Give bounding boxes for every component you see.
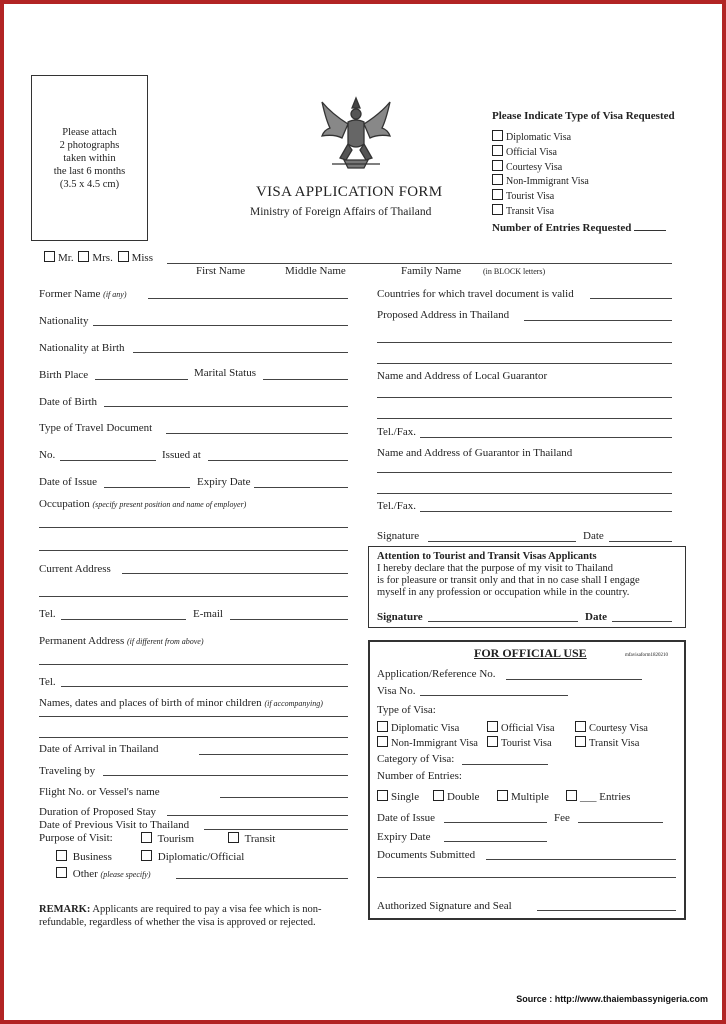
permanent-address-row: [39, 635, 203, 647]
date-label: Date: [583, 530, 604, 542]
official-type-tourist-label: Tourist Visa: [501, 738, 552, 749]
occupation-note: (specify present position and name of employer): [92, 500, 247, 509]
authorized-field[interactable]: [537, 910, 676, 911]
miss-label: Miss: [131, 252, 153, 264]
purpose-other-field[interactable]: [176, 878, 348, 879]
travel-doc-field[interactable]: [166, 433, 348, 434]
countries-field[interactable]: [590, 298, 672, 299]
purpose-other-note: (please specify): [100, 870, 151, 879]
proposed-address-field-1[interactable]: [524, 320, 672, 321]
category-label: Category of Visa:: [377, 753, 455, 765]
dob-field[interactable]: [104, 406, 348, 407]
permanent-address-field[interactable]: [39, 664, 348, 665]
attention-signature-field[interactable]: [428, 621, 578, 622]
doc-no-field[interactable]: [60, 460, 156, 461]
official-use-heading: FOR OFFICIAL USE: [474, 646, 587, 660]
form-title: VISA APPLICATION FORM: [256, 184, 443, 200]
official-expiry-label: Expiry Date: [377, 831, 431, 843]
fee-field[interactable]: [578, 822, 663, 823]
purpose-diplomatic[interactable]: [141, 850, 244, 863]
duration-field[interactable]: [167, 815, 348, 816]
mrs-label: Mrs.: [92, 252, 113, 264]
children-label: Names, dates and places of birth of minor children: [39, 697, 262, 709]
remark-text: Applicants are required to pay a visa fee which is non-: [92, 904, 322, 915]
nationality-birth-field[interactable]: [133, 352, 348, 353]
flight-label: Flight No. or Vessel's name: [39, 786, 160, 798]
garuda-emblem-icon: [318, 94, 394, 172]
purpose-transit[interactable]: [228, 832, 275, 845]
official-date-issue-label: Date of Issue: [377, 812, 436, 824]
telfax-label: Tel./Fax.: [377, 426, 416, 438]
visa-option[interactable]: [492, 145, 589, 160]
issued-at-label: Issued at: [162, 449, 201, 461]
guarantor-thailand-field-1[interactable]: [377, 472, 672, 473]
current-address-label: Current Address: [39, 563, 111, 575]
attention-heading: Attention to Tourist and Transit Visas Applicants: [377, 551, 597, 562]
local-guarantor-label: Name and Address of Local Guarantor: [377, 370, 548, 382]
visa-option[interactable]: [492, 130, 589, 145]
dob-label: Date of Birth: [39, 396, 98, 408]
title-options: [44, 251, 153, 264]
duration-label: Duration of Proposed Stay: [39, 806, 157, 818]
official-type-label: Type of Visa:: [377, 704, 436, 716]
miss-checkbox[interactable]: [118, 251, 129, 262]
visa-option[interactable]: [492, 189, 589, 204]
arrival-label: Date of Arrival in Thailand: [39, 743, 159, 755]
attention-date-label: Date: [585, 611, 607, 623]
marital-status-field[interactable]: [263, 379, 348, 380]
attention-line-3: myself in any profession or occupation while in the country.: [377, 587, 630, 599]
visa-option-label: Official Visa: [506, 146, 557, 158]
fee-label: Fee: [554, 812, 570, 824]
entries-requested-label: Number of Entries Requested: [492, 222, 632, 234]
signature-field[interactable]: [428, 541, 576, 542]
traveling-by-label: Traveling by: [39, 765, 96, 777]
app-ref-field[interactable]: [506, 679, 642, 680]
flight-field[interactable]: [220, 797, 348, 798]
attention-line-1: I hereby declare that the purpose of my visit to Thailand: [377, 563, 613, 574]
local-guarantor-field-2[interactable]: [377, 418, 672, 419]
purpose-other[interactable]: [56, 867, 151, 880]
attention-line-2: is for pleasure or transit only and that in no case shall I engage: [377, 575, 640, 587]
travel-doc-label: Type of Travel Document: [39, 422, 153, 434]
tel2-label: Tel.: [39, 676, 56, 688]
attention-signature-label: Signature: [377, 611, 423, 623]
documents-field-1[interactable]: [486, 859, 676, 860]
entries-custom-label: ___ Entries: [580, 791, 631, 803]
email-field[interactable]: [230, 619, 348, 620]
doc-no-label: No.: [39, 449, 56, 461]
official-type-nonimmigrant[interactable]: [377, 736, 478, 749]
proposed-address-field-2[interactable]: [377, 342, 672, 343]
purpose-tourism-label: Tourism: [157, 833, 195, 845]
entries-double[interactable]: [433, 790, 479, 803]
permanent-address-note: (if different from above): [126, 637, 204, 646]
children-row: [39, 697, 323, 709]
visa-option-label: Courtesy Visa: [506, 161, 563, 173]
entries-multiple-label: Multiple: [511, 791, 549, 803]
date-issue-field[interactable]: [104, 487, 190, 488]
occupation-row: [39, 498, 246, 510]
former-name-label: Former Name: [39, 288, 101, 300]
remark-label: REMARK:: [39, 904, 91, 915]
former-name-row: [39, 288, 126, 300]
authorized-label: Authorized Signature and Seal: [377, 900, 512, 912]
prev-visit-label: Date of Previous Visit to Thailand: [39, 819, 190, 831]
entries-requested: [492, 221, 666, 234]
purpose-business-label: Business: [72, 851, 112, 863]
official-type-transit-label: Transit Visa: [589, 738, 640, 749]
entries-requested-field[interactable]: [634, 221, 666, 231]
tel-field[interactable]: [61, 619, 186, 620]
telfax-field[interactable]: [420, 437, 672, 438]
birth-place-field[interactable]: [95, 379, 188, 380]
occupation-field-2[interactable]: [39, 550, 348, 551]
visa-option-label: Non-Immigrant Visa: [506, 176, 589, 188]
remark-text-2: refundable, regardless of whether the visa is approved or rejected.: [39, 917, 316, 928]
children-field-2[interactable]: [39, 737, 348, 738]
email-label: E-mail: [193, 608, 223, 620]
telfax2-field[interactable]: [420, 511, 672, 512]
tel-label: Tel.: [39, 608, 56, 620]
official-type-courtesy-label: Courtesy Visa: [589, 723, 648, 734]
official-type-official-label: Official Visa: [501, 723, 555, 734]
purpose-transit-label: Transit: [244, 833, 276, 845]
visa-option[interactable]: [492, 204, 589, 219]
children-field-1[interactable]: [39, 716, 348, 717]
official-type-courtesy[interactable]: [575, 721, 648, 734]
permanent-address-label: Permanent Address: [39, 635, 125, 647]
purpose-other-label: Other: [72, 868, 98, 880]
purpose-diplomatic-label: Diplomatic/Official: [157, 851, 245, 863]
family-name-label: Family Name: [401, 265, 462, 277]
name-field[interactable]: [167, 263, 672, 264]
nationality-birth-label: Nationality at Birth: [39, 342, 125, 354]
arrival-field[interactable]: [199, 754, 348, 755]
first-name-label: First Name: [196, 265, 246, 277]
prev-visit-field[interactable]: [204, 829, 348, 830]
documents-field-2[interactable]: [377, 877, 676, 878]
telfax2-label: Tel./Fax.: [377, 500, 416, 512]
tel2-field[interactable]: [61, 686, 348, 687]
remark: [39, 903, 322, 929]
current-address-field-2[interactable]: [39, 596, 348, 597]
occupation-label: Occupation: [39, 498, 90, 510]
guarantor-thailand-field-2[interactable]: [377, 493, 672, 494]
proposed-address-label: Proposed Address in Thailand: [377, 309, 510, 321]
visa-no-label: Visa No.: [377, 685, 416, 697]
photo-box-text: Please attach 2 photographs taken within the last 6 months (3.5 x 4.5 cm): [53, 126, 126, 190]
mrs-checkbox[interactable]: [78, 251, 89, 262]
visa-option-label: Transit Visa: [506, 205, 555, 217]
block-note: (in BLOCK letters): [483, 267, 546, 276]
attention-text: [377, 563, 640, 600]
official-entries-label: Number of Entries:: [377, 770, 462, 782]
app-ref-label: Application/Reference No.: [377, 668, 496, 680]
visa-option[interactable]: [492, 160, 589, 175]
documents-label: Documents Submitted: [377, 849, 476, 861]
proposed-address-field-3[interactable]: [377, 363, 672, 364]
date-issue-label: Date of Issue: [39, 476, 98, 488]
form-subtitle: Ministry of Foreign Affairs of Thailand: [250, 206, 432, 218]
purpose-label: Purpose of Visit:: [39, 832, 113, 844]
countries-label: Countries for which travel document is valid: [377, 288, 574, 300]
official-date-issue-field[interactable]: [444, 822, 547, 823]
official-form-code: mfavisaform1820210: [625, 653, 669, 658]
mr-label: Mr.: [58, 252, 74, 264]
attention-date-field[interactable]: [612, 621, 672, 622]
signature-label: Signature: [377, 530, 420, 542]
official-type-diplomatic[interactable]: [377, 721, 459, 734]
nationality-label: Nationality: [39, 315, 89, 327]
category-field[interactable]: [462, 764, 548, 765]
current-address-field-1[interactable]: [122, 573, 348, 574]
visa-option-label: Tourist Visa: [506, 191, 555, 203]
photo-box: [31, 75, 148, 241]
former-name-field[interactable]: [148, 298, 348, 299]
birth-place-label: Birth Place: [39, 369, 89, 381]
official-type-diplomatic-label: Diplomatic Visa: [391, 723, 460, 734]
date-field[interactable]: [609, 541, 672, 542]
expiry-field[interactable]: [254, 487, 348, 488]
official-type-official[interactable]: [487, 721, 555, 734]
mr-checkbox[interactable]: [44, 251, 55, 262]
official-expiry-field[interactable]: [444, 841, 547, 842]
official-type-nonimmigrant-label: Non-Immigrant Visa: [391, 738, 478, 749]
visa-option[interactable]: [492, 174, 589, 189]
entries-multiple[interactable]: [497, 790, 549, 803]
visa-no-field[interactable]: [420, 695, 568, 696]
entries-single[interactable]: [377, 790, 419, 803]
occupation-field-1[interactable]: [39, 527, 348, 528]
expiry-label: Expiry Date: [197, 476, 251, 488]
middle-name-label: Middle Name: [285, 265, 346, 277]
visa-type-heading: Please Indicate Type of Visa Requested: [492, 110, 675, 122]
traveling-by-field[interactable]: [103, 775, 348, 776]
purpose-tourism[interactable]: [141, 832, 194, 845]
local-guarantor-field-1[interactable]: [377, 397, 672, 398]
official-type-transit[interactable]: [575, 736, 639, 749]
nationality-field[interactable]: [93, 325, 348, 326]
visa-option-label: Diplomatic Visa: [506, 132, 572, 143]
marital-status-label: Marital Status: [194, 367, 257, 379]
entries-single-label: Single: [391, 791, 420, 803]
purpose-business[interactable]: [56, 850, 112, 863]
official-type-tourist[interactable]: [487, 736, 552, 749]
source-credit: Source : http://www.thaiembassynigeria.com: [516, 994, 708, 1004]
entries-custom[interactable]: [566, 790, 630, 803]
former-name-note: (if any): [103, 290, 127, 299]
issued-at-field[interactable]: [208, 460, 348, 461]
guarantor-thailand-label: Name and Address of Guarantor in Thailand: [377, 447, 573, 459]
visa-type-options: [492, 130, 589, 219]
entries-double-label: Double: [447, 791, 480, 803]
children-note: (if accompanying): [264, 699, 323, 708]
